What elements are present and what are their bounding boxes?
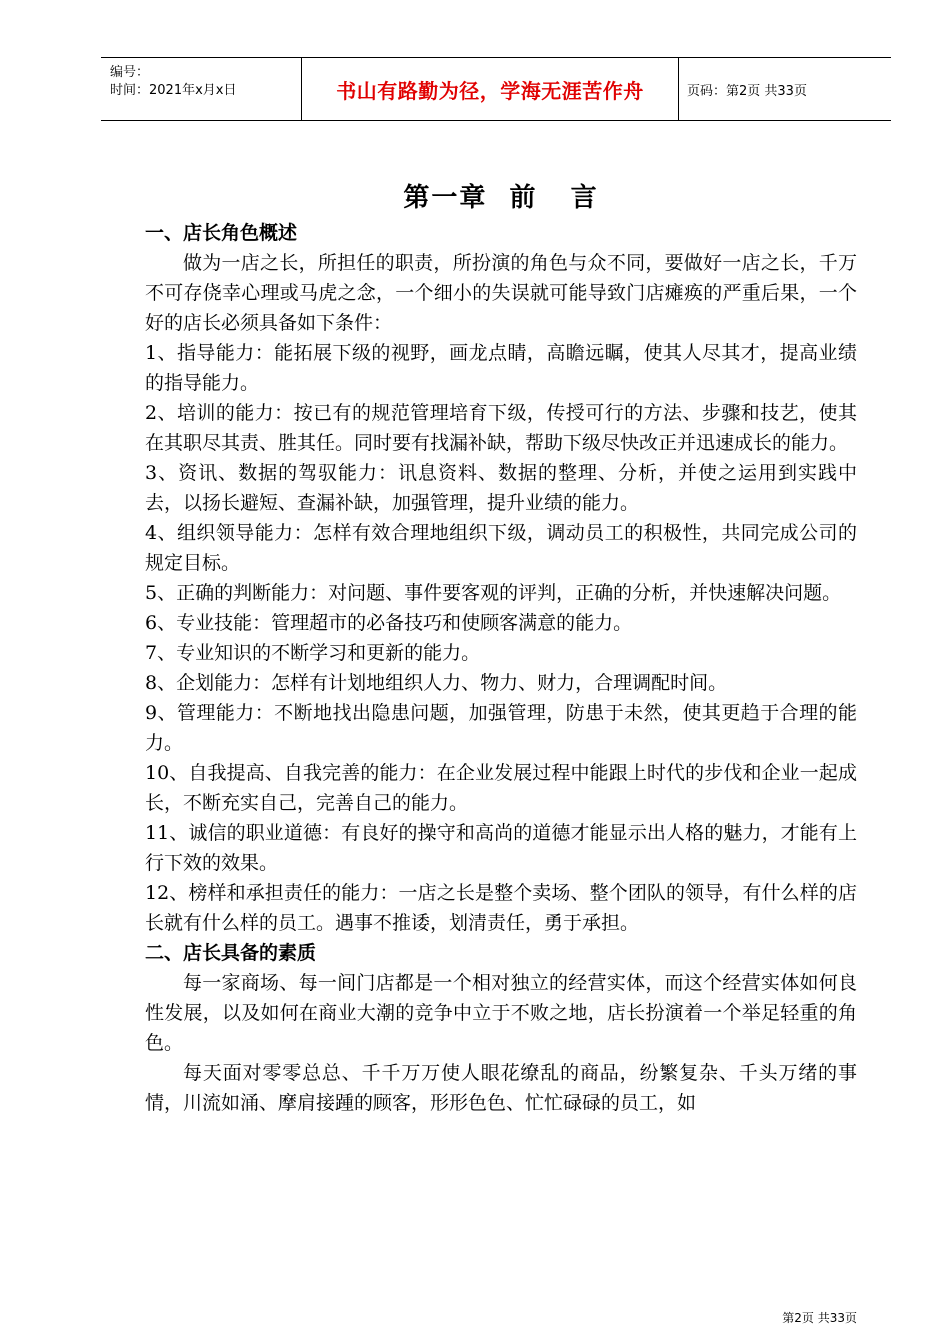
section-title-1: 一、店长角色概述 <box>145 222 298 244</box>
list-item: 11、诚信的职业道德：有良好的操守和高尚的道德才能显示出人格的魅力，才能有上行下效的效果。 <box>145 822 857 874</box>
list-item: 12、榜样和承担责任的能力：一店之长是整个卖场、整个团队的领导，有什么样的店长就有什么样的员工。遇事不推诿，划清责任，勇于承担。 <box>145 882 857 934</box>
section1-intro: 做为一店之长，所担任的职责，所扮演的角色与众不同，要做好一店之长，千万不可存侥幸心理或马虎之念，一个细小的失误就可能导致门店瘫痪的严重后果，一个好的店长必须具备如下条件： <box>145 252 857 334</box>
header-motto: 书山有路勤为径，学海无涯苦作舟 <box>301 58 679 120</box>
section-title-2: 二、店长具备的素质 <box>145 942 317 964</box>
document-header <box>101 57 891 121</box>
list-item: 5、正确的判断能力：对问题、事件要客观的评判，正确的分析，并快速解决问题。 <box>145 582 842 604</box>
list-item: 10、自我提高、自我完善的能力：在企业发展过程中能跟上时代的步伐和企业一起成长，不断充实自己，完善自己的能力。 <box>145 762 857 814</box>
header-meta <box>101 58 301 120</box>
list-item: 3、资讯、数据的驾驭能力：讯息资料、数据的整理、分析，并使之运用到实践中去，以扬长避短、查漏补缺，加强管理，提升业绩的能力。 <box>145 462 857 514</box>
section2-paragraph: 每一家商场、每一间门店都是一个相对独立的经营实体，而这个经营实体如何良性发展，以及如何在商业大潮的竞争中立于不败之地，店长扮演着一个举足轻重的角色。 <box>145 972 857 1054</box>
page-content <box>145 180 857 1118</box>
footer-page-number: 第2页 共33页 <box>782 1311 857 1325</box>
list-item: 2、培训的能力：按已有的规范管理培育下级，传授可行的方法、步骤和技艺，使其在其职尽其责、胜其任。同时要有找漏补缺，帮助下级尽快改正并迅速成长的能力。 <box>145 402 857 454</box>
header-time-label: 时间：2021年x月x日 <box>110 83 237 98</box>
chapter-title: 第一章 前 言 <box>403 183 599 213</box>
list-item: 8、企划能力：怎样有计划地组织人力、物力、财力，合理调配时间。 <box>145 672 728 694</box>
list-item: 1、指导能力：能拓展下级的视野，画龙点睛，高瞻远瞩，使其人尽其才，提高业绩的指导能力。 <box>145 342 857 394</box>
section2-paragraph: 每天面对零零总总、千千万万使人眼花缭乱的商品，纷繁复杂、千头万绪的事情，川流如涌、摩肩接踵的顾客，形形色色、忙忙碌碌的员工，如 <box>145 1062 857 1114</box>
list-item: 7、专业知识的不断学习和更新的能力。 <box>145 642 481 664</box>
list-item: 6、专业技能：管理超市的必备技巧和使顾客满意的能力。 <box>145 612 633 634</box>
list-item: 4、组织领导能力：怎样有效合理地组织下级，调动员工的积极性，共同完成公司的规定目标。 <box>145 522 857 574</box>
header-page-label: 页码：第2页 共33页 <box>687 83 807 99</box>
list-item: 9、管理能力：不断地找出隐患问题，加强管理，防患于未然，使其更趋于合理的能力。 <box>145 702 857 754</box>
header-number-label: 编号： <box>110 65 150 80</box>
